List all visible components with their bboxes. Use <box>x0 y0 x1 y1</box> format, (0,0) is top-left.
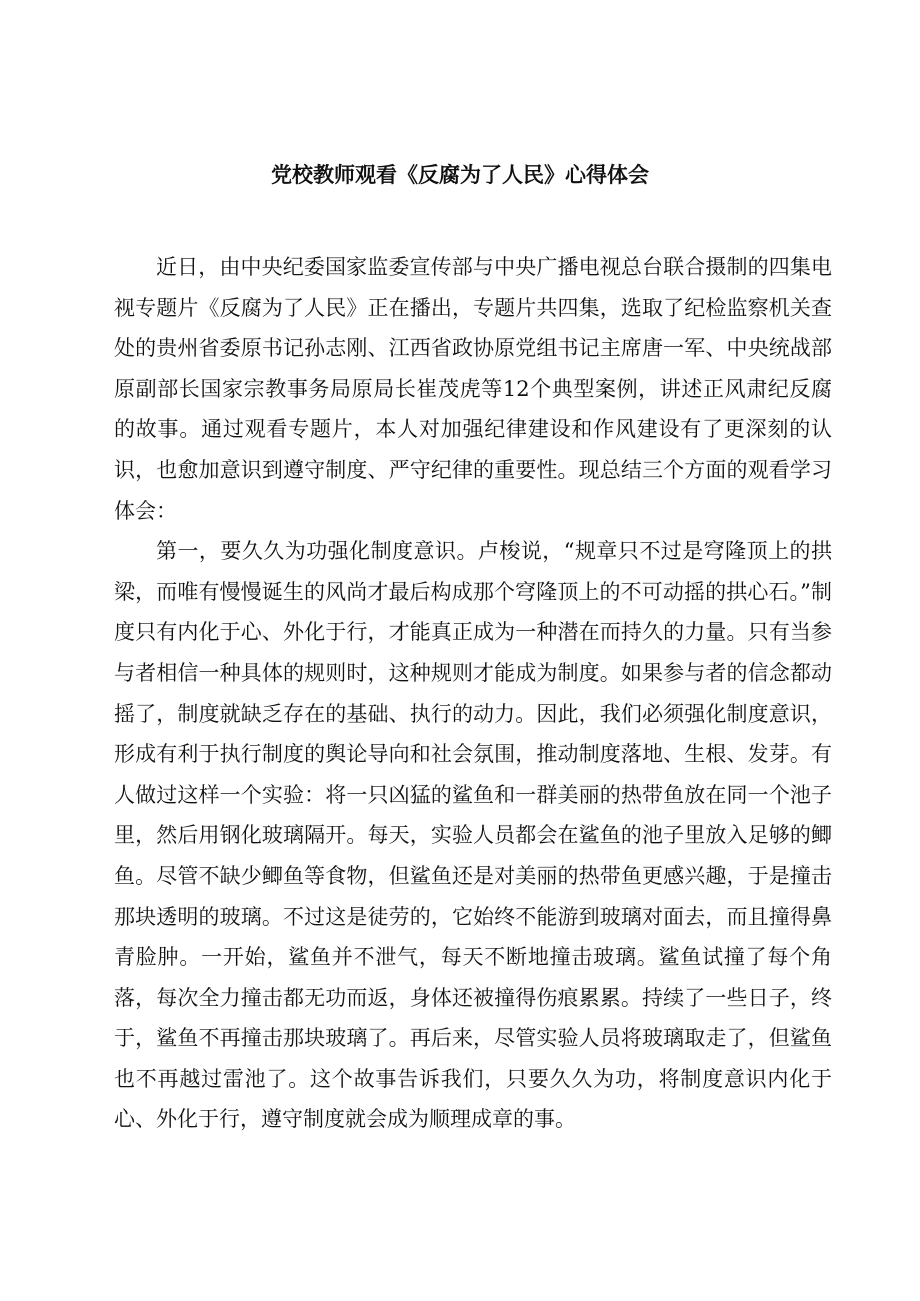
document-body <box>114 247 832 1140</box>
paragraph-point-one: 第一，要久久为功强化制度意识。卢梭说，“规章只不过是穹隆顶上的拱梁，而唯有慢慢诞生的风尚才最后构成那个穹隆顶上的不可动摇的拱心石。”制度只有内化于心、外化于行，才能真正成为一种潜在而持久的力量。只有当参与者相信一种具体的规则时，这种规则才能成为制度。如果参与者的信念都动摇了，制度就缺乏存在的基础、执行的动力。因此，我们必须强化制度意识，形成有利于执行制度的舆论导向和社会氛围，推动制度落地、生根、发芽。有人做过这样一个实验：将一只凶猛的鲨鱼和一群美丽的热带鱼放在同一个池子里，然后用钢化玻璃隔开。每天，实验人员都会在鲨鱼的池子里放入足够的鲫鱼。尽管不缺少鲫鱼等食物，但鲨鱼还是对美丽的热带鱼更感兴趣，于是撞击那块透明的玻璃。不过这是徒劳的，它始终不能游到玻璃对面去，而且撞得鼻青脸肿。一开始，鲨鱼并不泄气，每天不断地撞击玻璃。鲨鱼试撞了每个角落，每次全力撞击都无功而返，身体还被撞得伤痕累累。持续了一些日子，终于，鲨鱼不再撞击那块玻璃了。再后来，尽管实验人员将玻璃取走了，但鲨鱼也不再越过雷池了。这个故事告诉我们，只要久久为功，将制度意识内化于心、外化于行，遵守制度就会成为顺理成章的事。 <box>114 539 832 1132</box>
paragraph-intro: 近日，由中央纪委国家监委宣传部与中央广播电视总台联合摄制的四集电视专题片《反腐为了人民》正在播出，专题片共四集，选取了纪检监察机关查处的贵州省委原书记孙志刚、江西省政协原党组书记主席唐一军、中央统战部原副部长国家宗教事务局原局长崔茂虎等12个典型案例，讲述正风肃纪反腐的故事。通过观看专题片，本人对加强纪律建设和作风建设有了更深刻的认识，也愈加意识到遵守制度、严守纪律的重要性。现总结三个方面的观看学习体会： <box>114 255 832 523</box>
document-title: 党校教师观看《反腐为了人民》心得体会 <box>271 162 649 187</box>
